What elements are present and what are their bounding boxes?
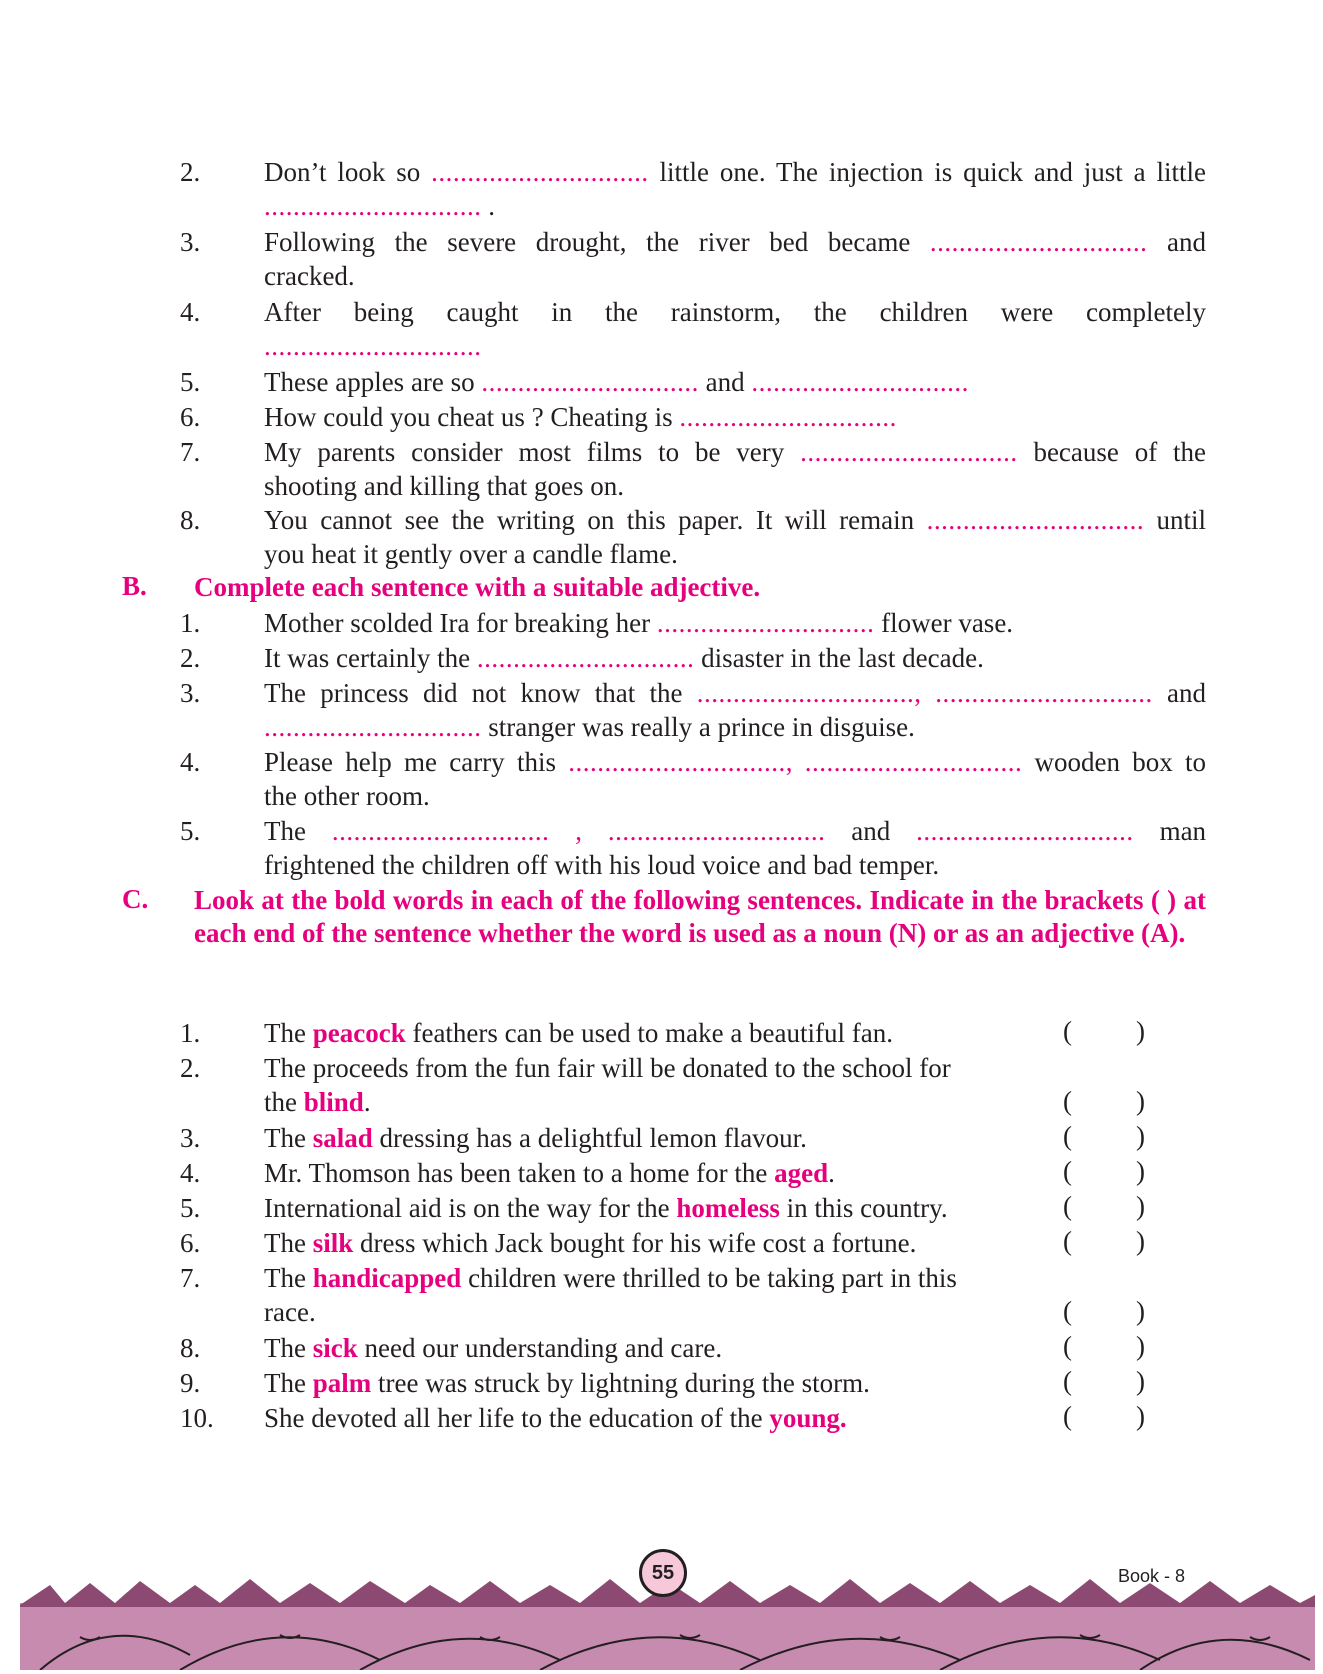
answer-blank[interactable]: .............................. bbox=[751, 367, 969, 397]
answer-bracket[interactable]: ( ) bbox=[1063, 1191, 1145, 1221]
exercise-a-item: 7. My parents consider most films to be very .............................. because of the shooting and killing that goes on. bbox=[180, 437, 1207, 501]
exercise-a-item: 4. After being caught in the rainstorm, the children were completely .............................. bbox=[180, 297, 1206, 361]
bold-word: blind bbox=[303, 1087, 364, 1117]
exercise-a-item: 8. You cannot see the writing on this paper. It will remain .............................. until you heat it gently over a candle flame. bbox=[180, 505, 1206, 569]
answer-blank[interactable]: .............................. bbox=[679, 402, 897, 432]
bold-word: peacock bbox=[312, 1018, 406, 1048]
exercise-c-item: 1. The peacock feathers can be used to make a beautiful fan. bbox=[180, 1018, 893, 1048]
answer-blank[interactable]: .............................. bbox=[476, 643, 695, 673]
section-b-letter: B. bbox=[122, 571, 147, 601]
answer-blank[interactable]: .............................. bbox=[264, 191, 482, 221]
answer-blank[interactable]: .............................. bbox=[331, 816, 550, 846]
answer-blank[interactable]: .............................. bbox=[431, 157, 649, 187]
answer-blank[interactable]: .............................. bbox=[926, 505, 1145, 535]
exercise-b-item: 3. The princess did not know that the .............................., .............................. and .............................. stranger was really a prince in disguise. bbox=[180, 678, 1207, 742]
bold-word: silk bbox=[312, 1228, 354, 1258]
bold-word: sick bbox=[312, 1333, 358, 1363]
bold-word: young. bbox=[769, 1403, 847, 1433]
exercise-a-item: 6. How could you cheat us ? Cheating is .............................. bbox=[180, 402, 897, 432]
answer-blank[interactable]: .............................. bbox=[264, 712, 482, 742]
exercise-c-item: 3. The salad dressing has a delightful lemon flavour. bbox=[180, 1123, 807, 1153]
answer-blank[interactable]: .............................. bbox=[607, 816, 826, 846]
exercise-c-item: 10. She devoted all her life to the education of the young. bbox=[180, 1403, 847, 1433]
answer-bracket[interactable]: ( ) bbox=[1063, 1226, 1145, 1256]
exercise-c-item: 9. The palm tree was struck by lightning during the storm. bbox=[180, 1368, 870, 1398]
answer-blank[interactable]: .............................. bbox=[935, 678, 1153, 708]
exercise-a-item: 5. These apples are so .............................. and .............................. bbox=[180, 367, 969, 397]
answer-bracket[interactable]: ( ) bbox=[1063, 1086, 1145, 1116]
exercise-b-item: 1. Mother scolded Ira for breaking her .............................. flower vase. bbox=[180, 608, 1014, 638]
exercise-c-item: 8. The sick need our understanding and care. bbox=[180, 1333, 723, 1363]
section-b-title: Complete each sentence with a suitable adjective. bbox=[194, 572, 761, 602]
answer-bracket[interactable]: ( ) bbox=[1063, 1331, 1145, 1361]
answer-blank[interactable]: .............................. bbox=[696, 678, 915, 708]
exercise-c-item: 4. Mr. Thomson has been taken to a home for the aged. bbox=[180, 1158, 835, 1188]
answer-blank[interactable]: .............................. bbox=[656, 608, 875, 638]
answer-blank[interactable]: .............................. bbox=[264, 331, 482, 361]
exercise-a-item: 2. Don’t look so .............................. little one. The injection is quick and just a little .............................. . bbox=[180, 157, 1207, 221]
bold-word: palm bbox=[312, 1368, 372, 1398]
bold-word: handicapped bbox=[312, 1263, 462, 1293]
answer-blank[interactable]: .............................. bbox=[929, 227, 1148, 257]
answer-blank[interactable]: .............................. bbox=[916, 816, 1134, 846]
bold-word: salad bbox=[312, 1123, 373, 1153]
answer-blank[interactable]: .............................. bbox=[481, 367, 699, 397]
answer-bracket[interactable]: ( ) bbox=[1063, 1016, 1145, 1046]
section-c-title: Look at the bold words in each of the following sentences. Indicate in the brackets ( ) at each end of the sentence whether the word is used as a noun (N) or as an adjective (A). bbox=[194, 885, 1206, 948]
exercise-a-item: 3. Following the severe drought, the river bed became .............................. and cracked. bbox=[180, 227, 1207, 291]
exercise-c-item: 6. The silk dress which Jack bought for his wife cost a fortune. bbox=[180, 1228, 917, 1258]
answer-bracket[interactable]: ( ) bbox=[1063, 1156, 1145, 1186]
exercise-b-item: 4. Please help me carry this .............................., .............................. wooden box to the other room. bbox=[180, 747, 1207, 811]
answer-blank[interactable]: .............................. bbox=[800, 437, 1018, 467]
section-c-letter: C. bbox=[122, 884, 149, 914]
answer-bracket[interactable]: ( ) bbox=[1063, 1401, 1145, 1431]
answer-bracket[interactable]: ( ) bbox=[1063, 1121, 1145, 1151]
exercise-c-item: 7. The handicapped children were thrilled to be taking part in this race. bbox=[180, 1263, 957, 1327]
exercise-c-item: 2. The proceeds from the fun fair will be donated to the school for the blind. bbox=[180, 1053, 951, 1117]
answer-bracket[interactable]: ( ) bbox=[1063, 1366, 1145, 1396]
exercise-b-item: 2. It was certainly the .............................. disaster in the last decade. bbox=[180, 643, 984, 673]
page-number: 55 bbox=[639, 1549, 687, 1597]
bold-word: homeless bbox=[676, 1193, 780, 1223]
bold-word: aged bbox=[774, 1158, 829, 1188]
answer-blank[interactable]: .............................. bbox=[568, 747, 786, 777]
answer-blank[interactable]: .............................. bbox=[804, 747, 1023, 777]
answer-bracket[interactable]: ( ) bbox=[1063, 1296, 1145, 1326]
exercise-c-item: 5. International aid is on the way for the homeless in this country. bbox=[180, 1193, 948, 1223]
book-label: Book - 8 bbox=[1118, 1566, 1186, 1586]
exercise-b-item: 5. The .............................. , .............................. and .............................. man frightened the children off with his loud voice and bad temper. bbox=[180, 816, 1207, 880]
